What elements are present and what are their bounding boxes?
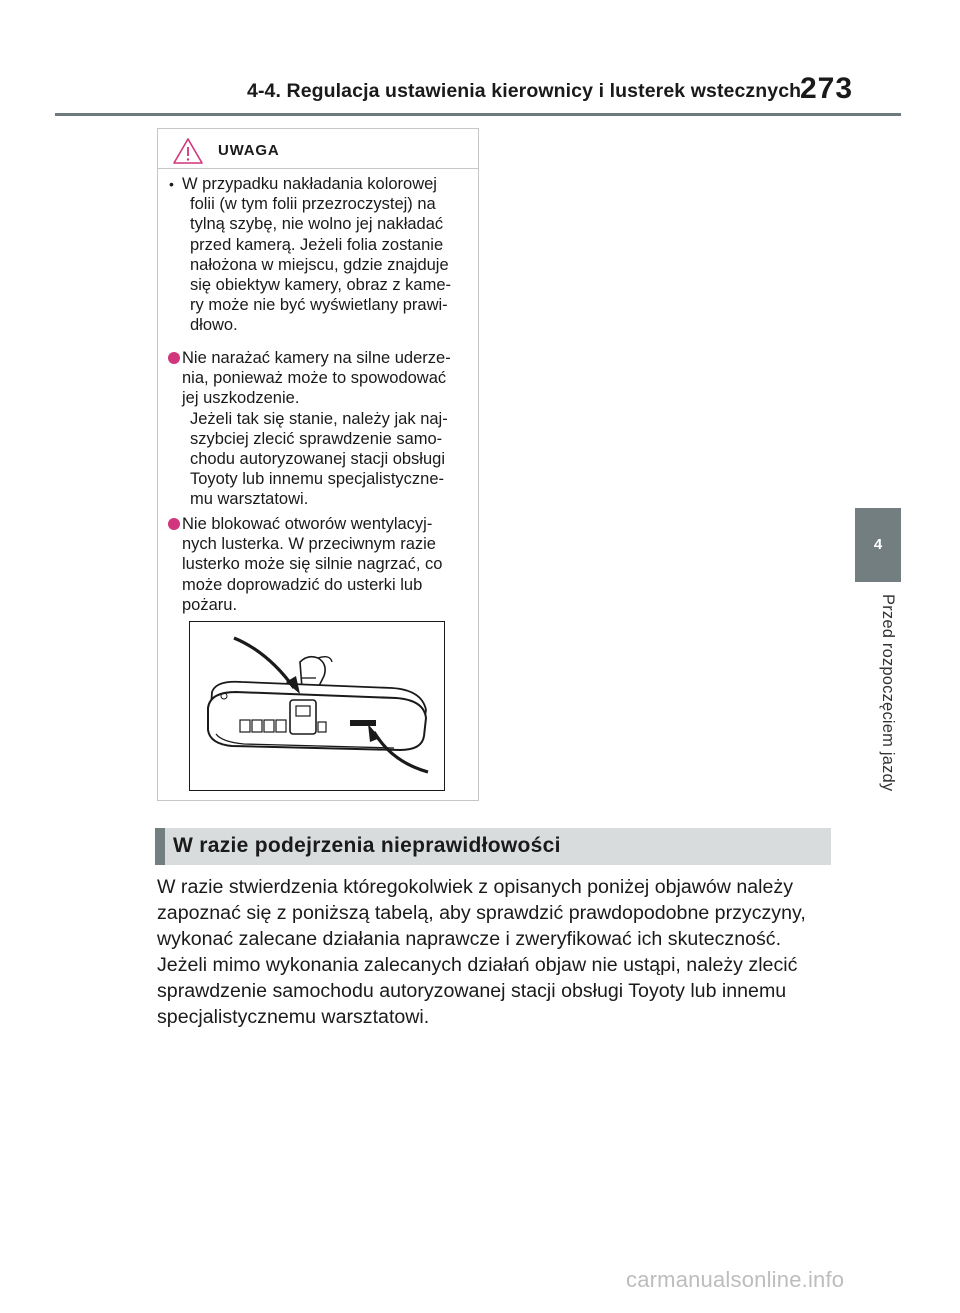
body-line: zapoznać się z poniższą tabelą, aby sprawdzić prawdopodobne przyczyny, — [157, 902, 806, 924]
warning-item-2 — [166, 348, 478, 510]
body-line: Jeżeli mimo wykonania zalecanych działań objaw nie ustąpi, należy zlecić — [157, 954, 798, 976]
warning-line: nych lusterka. W przeciwnym razie — [182, 535, 436, 554]
rearview-mirror-icon — [190, 622, 443, 789]
warning-line: Nie blokować otworów wentylacyj- — [182, 515, 433, 533]
chapter-number: 4 — [873, 536, 883, 553]
warning-line: lusterko może się silnie nagrzać, co — [182, 555, 443, 574]
bullet-circle-icon — [168, 518, 180, 530]
warning-line: dłowo. — [190, 316, 238, 335]
warning-line: tylną szybę, nie wolno jej nakładać — [190, 215, 444, 234]
warning-item-1 — [166, 174, 478, 336]
mirror-illustration — [189, 621, 445, 791]
warning-line: ry może nie być wyświetlany prawi- — [190, 296, 448, 315]
body-line: W razie stwierdzenia któregokolwiek z opisanych poniżej objawów należy — [157, 876, 794, 898]
chapter-tab — [855, 508, 901, 582]
bullet-circle-icon — [168, 352, 180, 364]
chapter-title: Przed rozpoczęciem jazdy — [879, 594, 897, 792]
warning-line: chodu autoryzowanej stacji obsługi — [190, 450, 445, 469]
section-heading — [155, 828, 831, 865]
warning-line: pożaru. — [182, 595, 238, 614]
watermark: carmanualsonline.info — [626, 1267, 845, 1292]
warning-line: Nie narażać kamery na silne uderze- — [182, 349, 451, 367]
warning-line: folii (w tym folii przezroczystej) na — [190, 195, 436, 214]
warning-line: może doprowadzić do usterki lub — [182, 575, 423, 594]
body-paragraph-2 — [157, 952, 847, 1030]
page-number: 273 — [800, 72, 854, 105]
header-divider — [55, 113, 901, 116]
warning-line: mu warsztatowi. — [190, 490, 309, 509]
warning-line: przed kamerą. Jeżeli folia zostanie — [190, 235, 444, 254]
bullet-dot: • — [169, 176, 174, 192]
warning-header — [158, 129, 478, 169]
warning-line: się obiektyw kamery, obraz z kame- — [190, 276, 452, 295]
warning-title: UWAGA — [218, 142, 280, 159]
section-heading-text: W razie podejrzenia nieprawidłowości — [173, 834, 561, 857]
body-line: sprawdzenie samochodu autoryzowanej stacji obsługi Toyoty lub innemu — [157, 980, 787, 1002]
body-line: wykonać zalecane działania naprawcze i zweryfikować ich skuteczność. — [157, 928, 782, 950]
warning-item-3 — [166, 514, 478, 615]
warning-line: jej uszkodzenie. — [182, 389, 300, 408]
running-header: 4-4. Regulacja ustawienia kierownicy i lusterek wstecznych — [247, 80, 802, 102]
warning-line: nia, ponieważ może to spowodować — [182, 369, 447, 388]
warning-triangle-icon — [172, 137, 204, 165]
warning-line: Toyoty lub innemu specjalistyczne- — [190, 470, 445, 489]
warning-line: Jeżeli tak się stanie, należy jak naj- — [190, 409, 448, 428]
body-paragraph-1 — [157, 874, 847, 952]
warning-line: nałożona w miejscu, gdzie znajduje — [190, 255, 449, 274]
warning-line: szybciej zlecić sprawdzenie samo- — [190, 429, 443, 448]
warning-line: W przypadku nakładania kolorowej — [182, 175, 437, 193]
body-line: specjalistycznemu warsztatowi. — [157, 1006, 430, 1028]
